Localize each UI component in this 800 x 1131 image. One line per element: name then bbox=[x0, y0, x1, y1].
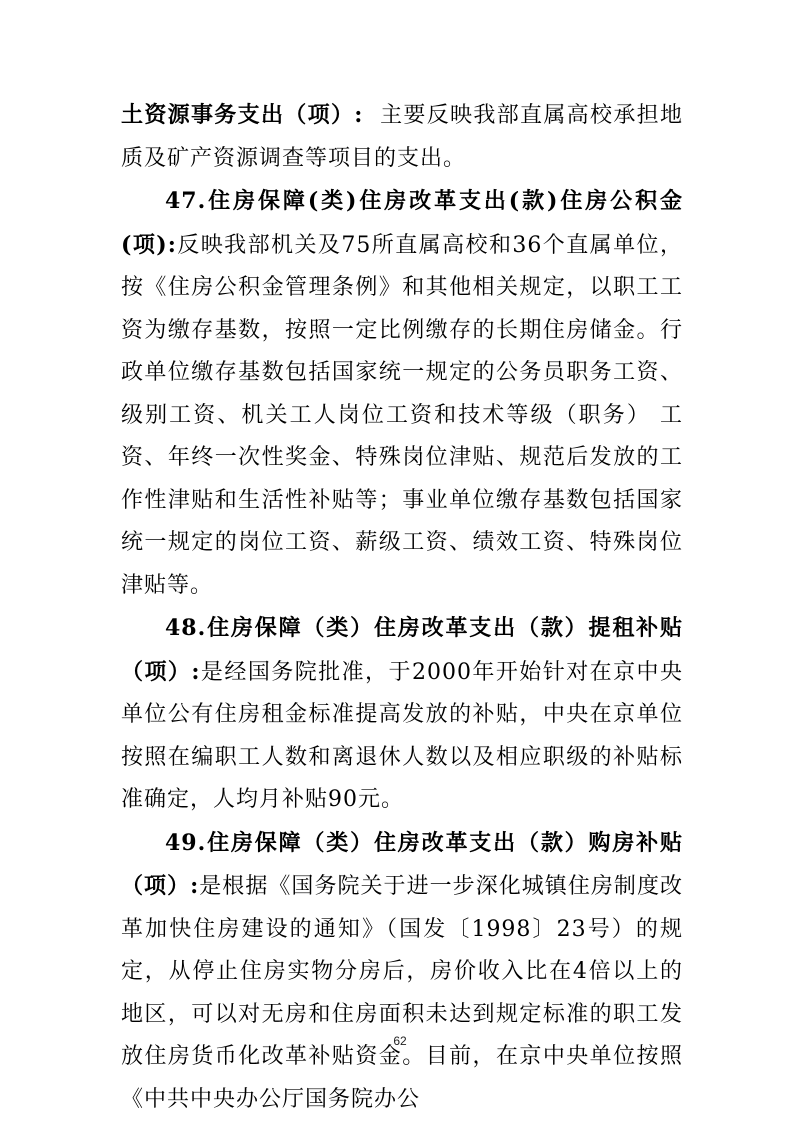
paragraph-continuation bbox=[121, 94, 683, 180]
paragraph-heading: 土资源事务支出（项）: bbox=[121, 102, 364, 128]
paragraph-49 bbox=[121, 822, 683, 1122]
paragraph-47 bbox=[121, 180, 683, 607]
document-body bbox=[121, 94, 683, 1121]
paragraph-heading: 47.住房保障(类)住房改革支出(款)住房公积金(项): bbox=[121, 188, 683, 258]
paragraph-heading: 48.住房保障（类）住房改革支出（款）提租补贴（项）: bbox=[121, 615, 683, 685]
paragraph-48 bbox=[121, 607, 683, 822]
paragraph-text: 是根据《国务院关于进一步深化城镇住房制度改革加快住房建设的通知》（国发〔1998〕23号）的规定，从停止住房实物分房后，房价收入比在4倍以上的地区，可以对无房和住房面积未达到规定标准的职工发放住房货币化改革补贴资金。目前，在京中央单位按照《中共中央办公厅国务院办公 bbox=[121, 874, 683, 1112]
paragraph-text: 是经国务院批准，于2000年开始针对在京中央单位公有住房租金标准提高发放的补贴，中央在京单位按照在编职工人数和离退休人数以及相应职级的补贴标准确定，人均月补贴90元。 bbox=[121, 659, 683, 812]
paragraph-text: 主要反映我部直属高校承担地质及矿产资源调查等项目的支出。 bbox=[121, 103, 683, 171]
page-number: 62 bbox=[393, 1034, 407, 1048]
paragraph-heading: 49.住房保障（类）住房改革支出（款）购房补贴（项）: bbox=[121, 829, 683, 899]
paragraph-text: 反映我部机关及75所直属高校和36个直属单位，按《住房公积金管理条例》和其他相关规定，以职工工资为缴存基数，按照一定比例缴存的长期住房储金。行政单位缴存基数包括国家统一规定的公务员职务工资、级别工资、机关工人岗位工资和技术等级（职务） 工资、年终一次性奖金、特殊岗位津贴、规范后发放的工作性津贴和生活性补贴等；事业单位缴存基数包括国家统一规定的岗位工资、薪级工资、绩效工资、特殊岗位津贴等。 bbox=[121, 232, 683, 598]
